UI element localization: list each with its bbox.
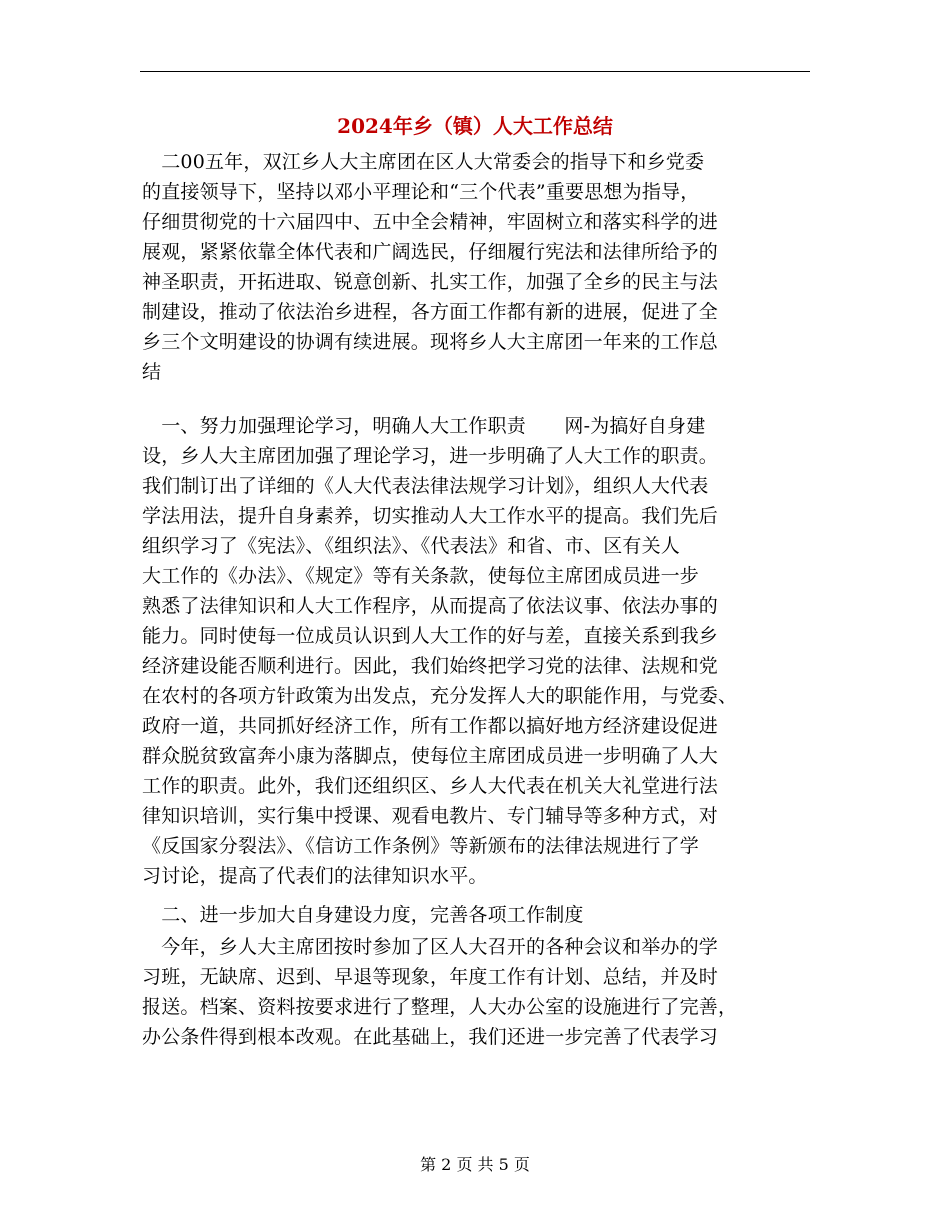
body-line: 组织学习了《宪法》、《组织法》、《代表法》和省、市、区有关人	[142, 535, 681, 557]
body-line: 二00五年，双江乡人大主席团在区人大常委会的指导下和乡党委	[142, 151, 705, 173]
body-line: 工作的职责。此外，我们还组织区、乡人大代表在机关大礼堂进行法	[142, 775, 719, 797]
body-line: 今年，乡人大主席团按时参加了区人大召开的各种会议和举办的学	[142, 936, 719, 958]
body-line: 学法用法，提升自身素养，切实推动人大工作水平的提高。我们先后	[142, 505, 719, 527]
section-heading-2: 二、进一步加大自身建设力度，完善各项工作制度	[142, 904, 584, 926]
section-heading-1: 一、努力加强理论学习，明确人大工作职责 网-为搞好自身建	[142, 415, 706, 437]
body-line: 办公条件得到根本改观。在此基础上，我们还进一步完善了代表学习	[142, 1026, 719, 1048]
body-line: 的直接领导下，坚持以邓小平理论和“三个代表”重要思想为指导，	[142, 181, 700, 203]
body-line: 能力。同时使每一位成员认识到人大工作的好与差，直接关系到我乡	[142, 625, 719, 647]
body-line: 我们制订出了详细的《人大代表法律法规学习计划》，组织人大代表	[142, 475, 709, 497]
body-line: 报送。档案、资料按要求进行了整理，人大办公室的设施进行了完善，	[142, 996, 738, 1018]
body-line: 习班，无缺席、迟到、早退等现象，年度工作有计划、总结，并及时	[142, 966, 719, 988]
body-line: 仔细贯彻党的十六届四中、五中全会精神，牢固树立和落实科学的进	[142, 211, 719, 233]
page-number: 第 2 页 共 5 页	[420, 1155, 530, 1174]
body-line: 政府一道，共同抓好经济工作，所有工作都以搞好地方经济建设促进	[142, 715, 719, 737]
body-line: 群众脱贫致富奔小康为落脚点，使每位主席团成员进一步明确了人大	[142, 745, 719, 767]
body-line: 经济建设能否顺利进行。因此，我们始终把学习党的法律、法规和党	[142, 655, 719, 677]
body-line: 《反国家分裂法》、《信访工作条例》等新颁布的法律法规进行了学	[142, 835, 700, 857]
body-line: 神圣职责，开拓进取、锐意创新、扎实工作，加强了全乡的民主与法	[142, 271, 719, 293]
body-line: 乡三个文明建设的协调有续进展。现将乡人大主席团一年来的工作总	[142, 331, 719, 353]
document-title: 2024年乡（镇）人大工作总结	[337, 114, 613, 138]
body-line: 在农村的各项方针政策为出发点，充分发挥人大的职能作用，与党委、	[142, 685, 738, 707]
body-line: 大工作的《办法》、《规定》等有关条款，使每位主席团成员进一步	[142, 565, 700, 587]
body-line: 结	[142, 361, 162, 383]
header-rule	[140, 71, 810, 72]
body-line: 律知识培训，实行集中授课、观看电教片、专门辅导等多种方式，对	[142, 805, 719, 827]
body-line: 习讨论，提高了代表们的法律知识水平。	[142, 865, 488, 887]
body-line: 展观，紧紧依靠全体代表和广阔选民，仔细履行宪法和法律所给予的	[142, 241, 719, 263]
body-line: 熟悉了法律知识和人大工作程序，从而提高了依法议事、依法办事的	[142, 595, 719, 617]
body-line: 设，乡人大主席团加强了理论学习，进一步明确了人大工作的职责。	[142, 445, 719, 467]
body-line: 制建设，推动了依法治乡进程，各方面工作都有新的进展，促进了全	[142, 301, 719, 323]
